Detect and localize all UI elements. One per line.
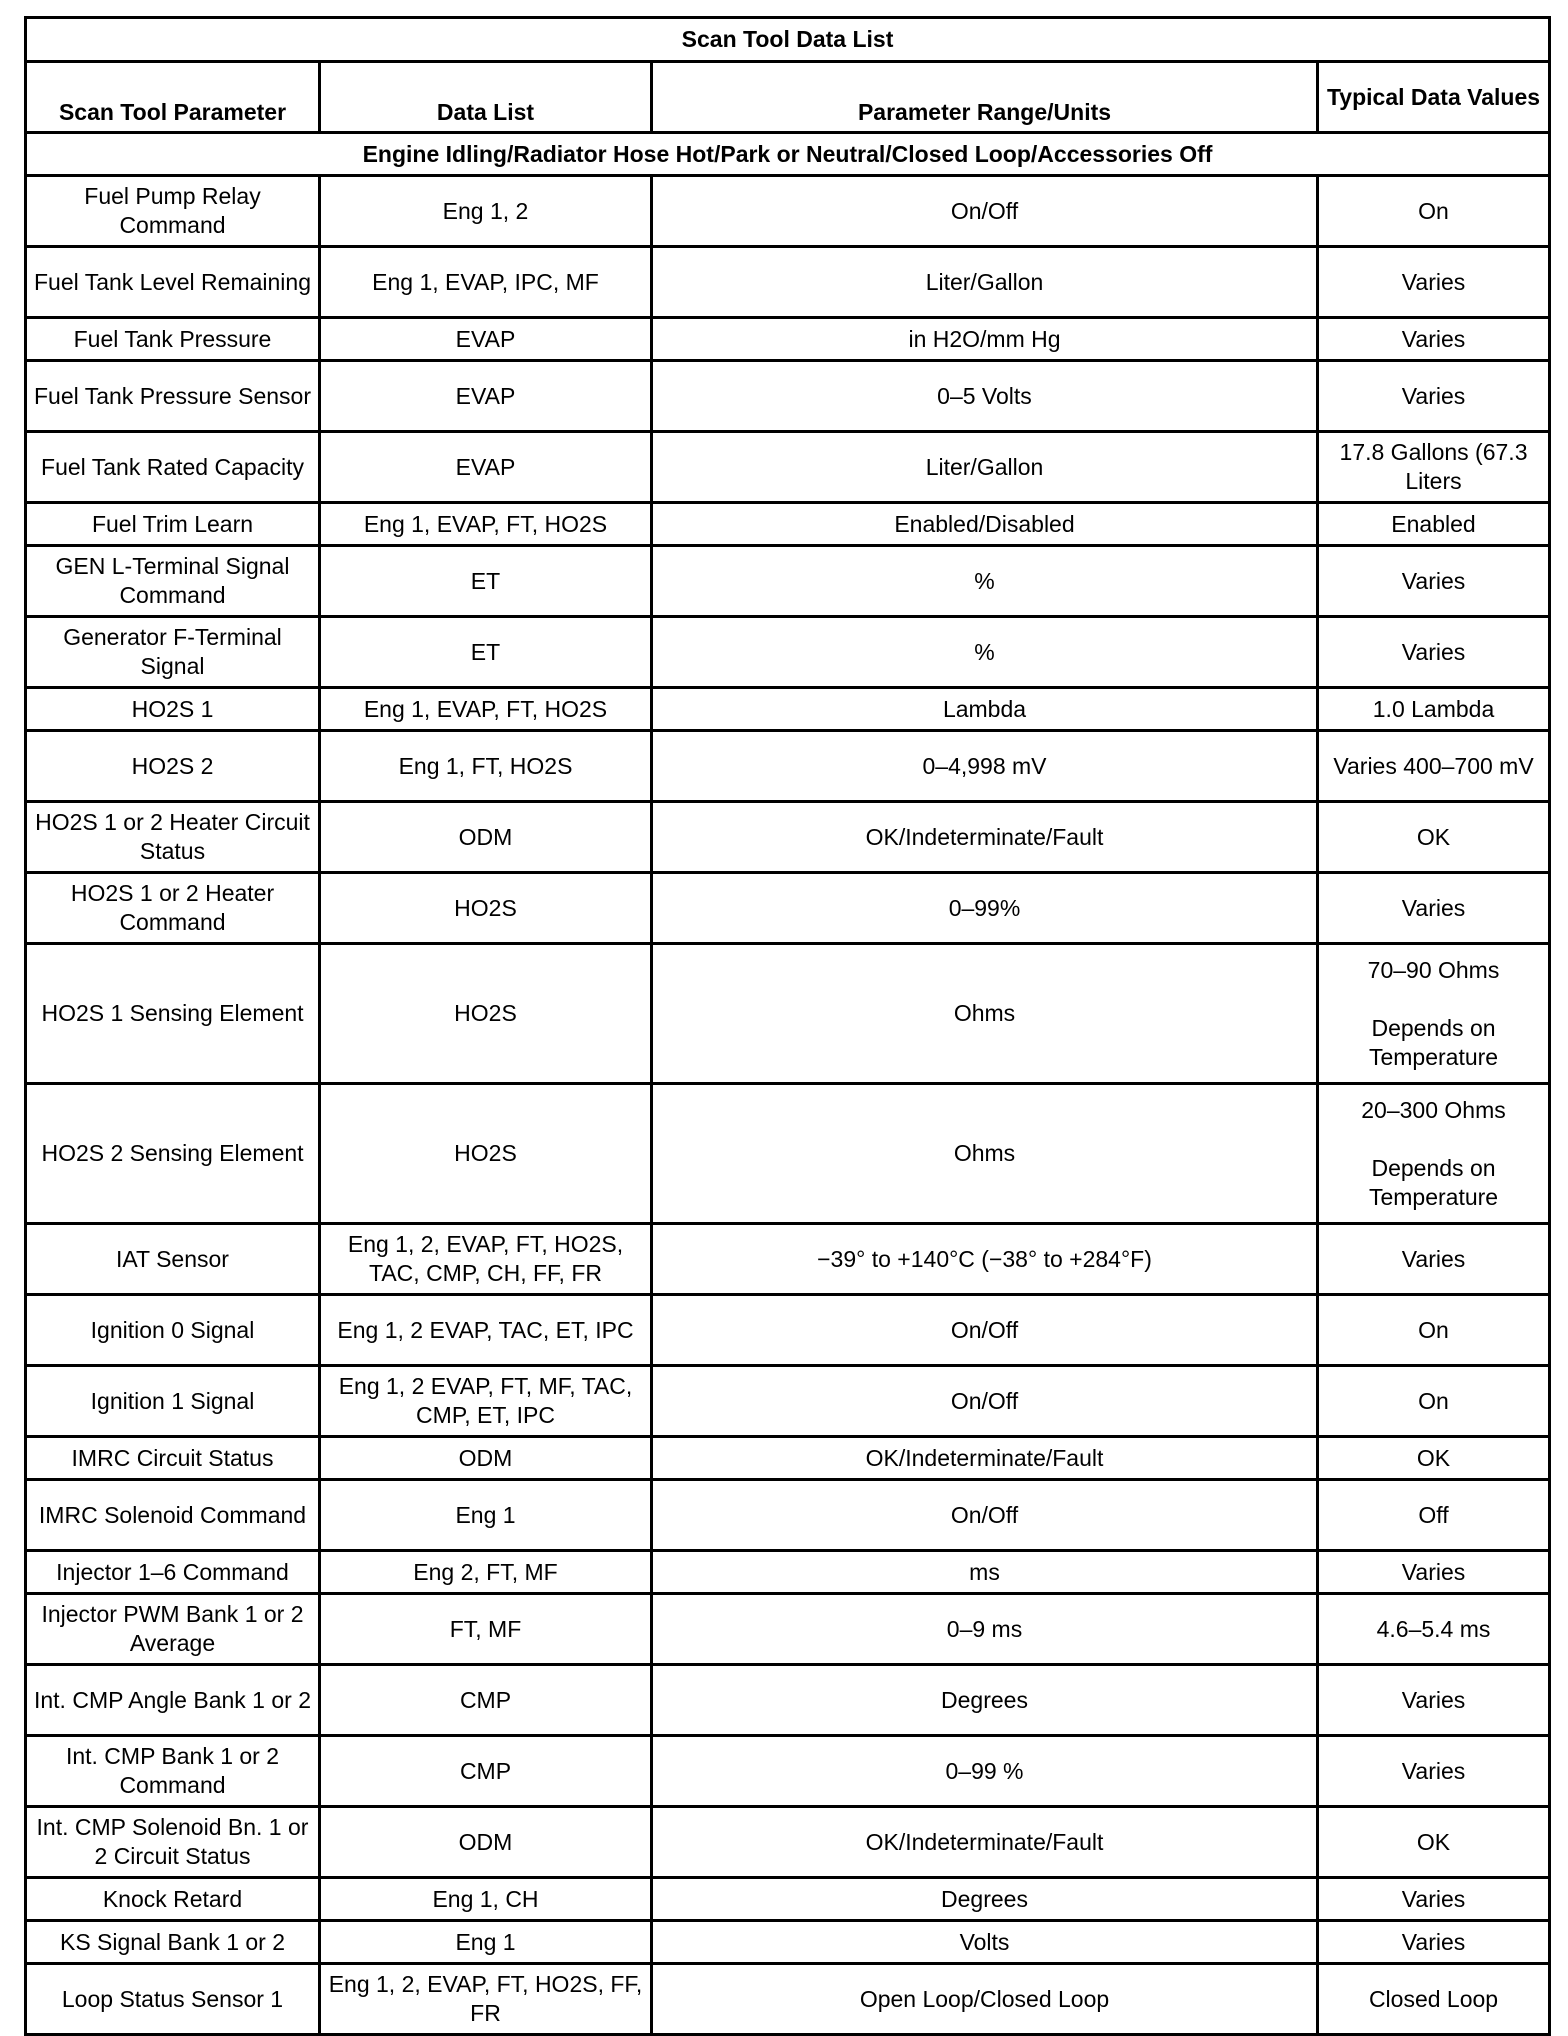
table-row: [26, 318, 1550, 361]
data-list-cell: FT, MF: [320, 1594, 652, 1665]
scan-tool-data-table: [24, 16, 1551, 2036]
typical-cell: Varies: [1318, 361, 1550, 432]
column-header-parameter: Scan Tool Parameter: [26, 62, 320, 133]
table-row: [26, 802, 1550, 873]
data-list-cell: CMP: [320, 1736, 652, 1807]
parameter-cell: Knock Retard: [26, 1878, 320, 1921]
data-list-cell: Eng 1: [320, 1480, 652, 1551]
typical-cell: Varies: [1318, 1736, 1550, 1807]
data-list-cell: Eng 1, EVAP, IPC, MF: [320, 247, 652, 318]
range-cell: OK/Indeterminate/Fault: [652, 1807, 1318, 1878]
parameter-cell: Fuel Tank Pressure: [26, 318, 320, 361]
typical-note: Depends on Temperature: [1368, 1154, 1499, 1210]
table-row: [26, 1295, 1550, 1366]
range-cell: Open Loop/Closed Loop: [652, 1964, 1318, 2035]
table-row: [26, 546, 1550, 617]
data-list-cell: ODM: [320, 802, 652, 873]
typical-cell: Varies 400–700 mV: [1318, 731, 1550, 802]
parameter-cell: IMRC Solenoid Command: [26, 1480, 320, 1551]
parameter-cell: HO2S 1: [26, 688, 320, 731]
range-cell: 0–4,998 mV: [652, 731, 1318, 802]
typical-cell: Off: [1318, 1480, 1550, 1551]
table-row: [26, 1736, 1550, 1807]
range-cell: Enabled/Disabled: [652, 503, 1318, 546]
range-cell: ms: [652, 1551, 1318, 1594]
data-list-cell: EVAP: [320, 361, 652, 432]
table-row: [26, 1878, 1550, 1921]
table-row: [26, 503, 1550, 546]
range-cell: Lambda: [652, 688, 1318, 731]
table-row: [26, 873, 1550, 944]
range-cell: Liter/Gallon: [652, 432, 1318, 503]
parameter-cell: Fuel Tank Pressure Sensor: [26, 361, 320, 432]
range-cell: On/Off: [652, 1366, 1318, 1437]
data-list-cell: Eng 1, EVAP, FT, HO2S: [320, 503, 652, 546]
parameter-cell: Fuel Pump Relay Command: [26, 176, 320, 247]
typical-note: Depends on Temperature: [1368, 1014, 1499, 1070]
typical-cell: Enabled: [1318, 503, 1550, 546]
parameter-cell: Ignition 0 Signal: [26, 1295, 320, 1366]
typical-cell: Varies: [1318, 617, 1550, 688]
table-row: [26, 944, 1550, 1084]
typical-cell: [1318, 1084, 1550, 1224]
table-row: [26, 432, 1550, 503]
range-cell: 0–5 Volts: [652, 361, 1318, 432]
condition-row: [26, 133, 1550, 176]
column-header-data-list: Data List: [320, 62, 652, 133]
typical-cell: On: [1318, 1366, 1550, 1437]
range-cell: 0–99 %: [652, 1736, 1318, 1807]
typical-cell: Varies: [1318, 546, 1550, 617]
parameter-cell: Int. CMP Angle Bank 1 or 2: [26, 1665, 320, 1736]
table-row: [26, 1437, 1550, 1480]
table-row: [26, 361, 1550, 432]
table-row: [26, 1480, 1550, 1551]
table-row: [26, 1084, 1550, 1224]
data-list-cell: Eng 1, 2, EVAP, FT, HO2S, TAC, CMP, CH, FF, FR: [320, 1224, 652, 1295]
typical-cell: Varies: [1318, 318, 1550, 361]
parameter-cell: Int. CMP Bank 1 or 2 Command: [26, 1736, 320, 1807]
typical-cell: Varies: [1318, 1551, 1550, 1594]
typical-cell: 17.8 Gallons (67.3 Liters: [1318, 432, 1550, 503]
typical-cell: Varies: [1318, 873, 1550, 944]
range-cell: −39° to +140°C (−38° to +284°F): [652, 1224, 1318, 1295]
typical-cell: On: [1318, 176, 1550, 247]
typical-cell: Varies: [1318, 1878, 1550, 1921]
range-cell: On/Off: [652, 1295, 1318, 1366]
column-header-row: [26, 62, 1550, 133]
range-cell: Degrees: [652, 1878, 1318, 1921]
range-cell: OK/Indeterminate/Fault: [652, 802, 1318, 873]
typical-cell: [1318, 944, 1550, 1084]
parameter-cell: Injector PWM Bank 1 or 2 Average: [26, 1594, 320, 1665]
typical-value: 70–90 Ohms: [1367, 956, 1500, 983]
table-row: [26, 688, 1550, 731]
column-header-typical-values: Typical Data Values: [1318, 62, 1550, 133]
parameter-cell: HO2S 1 or 2 Heater Command: [26, 873, 320, 944]
data-list-cell: ET: [320, 617, 652, 688]
range-cell: Liter/Gallon: [652, 247, 1318, 318]
range-cell: 0–99%: [652, 873, 1318, 944]
range-cell: On/Off: [652, 176, 1318, 247]
data-list-cell: EVAP: [320, 318, 652, 361]
typical-cell: Closed Loop: [1318, 1964, 1550, 2035]
typical-cell: On: [1318, 1295, 1550, 1366]
data-list-cell: Eng 1, 2: [320, 176, 652, 247]
range-cell: On/Off: [652, 1480, 1318, 1551]
typical-cell: 4.6–5.4 ms: [1318, 1594, 1550, 1665]
parameter-cell: GEN L-Terminal Signal Command: [26, 546, 320, 617]
parameter-cell: Fuel Tank Level Remaining: [26, 247, 320, 318]
range-cell: %: [652, 546, 1318, 617]
parameter-cell: Ignition 1 Signal: [26, 1366, 320, 1437]
table-body: [26, 176, 1550, 2035]
range-cell: Volts: [652, 1921, 1318, 1964]
table-row: [26, 1921, 1550, 1964]
document-page: [24, 16, 1548, 2036]
data-list-cell: Eng 1, 2 EVAP, FT, MF, TAC, CMP, ET, IPC: [320, 1366, 652, 1437]
table-row: [26, 1551, 1550, 1594]
typical-cell: Varies: [1318, 247, 1550, 318]
data-list-cell: ODM: [320, 1807, 652, 1878]
typical-cell: OK: [1318, 1437, 1550, 1480]
parameter-cell: Loop Status Sensor 1: [26, 1964, 320, 2035]
parameter-cell: HO2S 2: [26, 731, 320, 802]
data-list-cell: ODM: [320, 1437, 652, 1480]
table-row: [26, 1594, 1550, 1665]
data-list-cell: ET: [320, 546, 652, 617]
typical-cell: OK: [1318, 1807, 1550, 1878]
data-list-cell: Eng 2, FT, MF: [320, 1551, 652, 1594]
data-list-cell: HO2S: [320, 944, 652, 1084]
data-list-cell: Eng 1, EVAP, FT, HO2S: [320, 688, 652, 731]
typical-cell: 1.0 Lambda: [1318, 688, 1550, 731]
table-row: [26, 617, 1550, 688]
parameter-cell: KS Signal Bank 1 or 2: [26, 1921, 320, 1964]
table-row: [26, 1964, 1550, 2035]
typical-cell: Varies: [1318, 1921, 1550, 1964]
data-list-cell: Eng 1, 2, EVAP, FT, HO2S, FF, FR: [320, 1964, 652, 2035]
parameter-cell: HO2S 1 or 2 Heater Circuit Status: [26, 802, 320, 873]
parameter-cell: Injector 1–6 Command: [26, 1551, 320, 1594]
table-row: [26, 1807, 1550, 1878]
parameter-cell: IMRC Circuit Status: [26, 1437, 320, 1480]
parameter-cell: Int. CMP Solenoid Bn. 1 or 2 Circuit Status: [26, 1807, 320, 1878]
range-cell: Ohms: [652, 944, 1318, 1084]
table-row: [26, 1366, 1550, 1437]
typical-value: 20–300 Ohms: [1361, 1096, 1506, 1123]
range-cell: in H2O/mm Hg: [652, 318, 1318, 361]
column-header-range-units: Parameter Range/Units: [652, 62, 1318, 133]
typical-cell: Varies: [1318, 1665, 1550, 1736]
typical-cell: Varies: [1318, 1224, 1550, 1295]
typical-cell: OK: [1318, 802, 1550, 873]
table-title-row: [26, 18, 1550, 62]
table-row: [26, 247, 1550, 318]
parameter-cell: Fuel Trim Learn: [26, 503, 320, 546]
parameter-cell: Fuel Tank Rated Capacity: [26, 432, 320, 503]
data-list-cell: Eng 1, CH: [320, 1878, 652, 1921]
range-cell: Degrees: [652, 1665, 1318, 1736]
table-row: [26, 176, 1550, 247]
table-row: [26, 731, 1550, 802]
data-list-cell: Eng 1, 2 EVAP, TAC, ET, IPC: [320, 1295, 652, 1366]
data-list-cell: CMP: [320, 1665, 652, 1736]
table-row: [26, 1224, 1550, 1295]
range-cell: OK/Indeterminate/Fault: [652, 1437, 1318, 1480]
range-cell: %: [652, 617, 1318, 688]
data-list-cell: Eng 1: [320, 1921, 652, 1964]
data-list-cell: Eng 1, FT, HO2S: [320, 731, 652, 802]
parameter-cell: Generator F-Terminal Signal: [26, 617, 320, 688]
table-title: Scan Tool Data List: [26, 18, 1550, 62]
parameter-cell: IAT Sensor: [26, 1224, 320, 1295]
parameter-cell: HO2S 1 Sensing Element: [26, 944, 320, 1084]
range-cell: 0–9 ms: [652, 1594, 1318, 1665]
parameter-cell: HO2S 2 Sensing Element: [26, 1084, 320, 1224]
data-list-cell: HO2S: [320, 873, 652, 944]
operating-condition: Engine Idling/Radiator Hose Hot/Park or Neutral/Closed Loop/Accessories Off: [26, 133, 1550, 176]
data-list-cell: EVAP: [320, 432, 652, 503]
range-cell: Ohms: [652, 1084, 1318, 1224]
table-row: [26, 1665, 1550, 1736]
data-list-cell: HO2S: [320, 1084, 652, 1224]
